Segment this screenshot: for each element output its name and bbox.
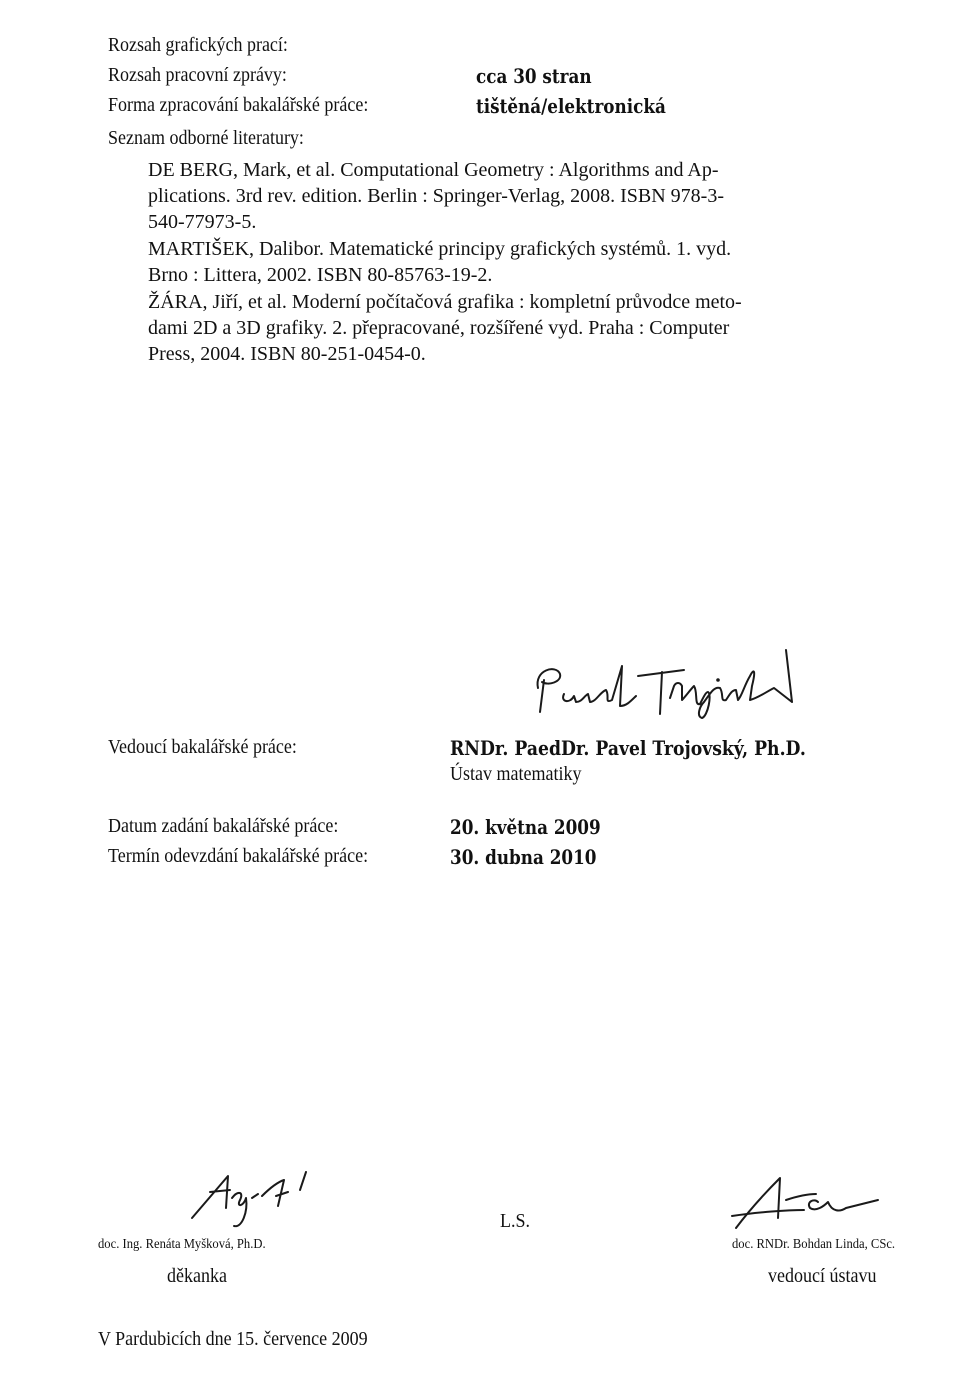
supervisor-name: RNDr. PaedDr. Pavel Trojovský, Ph.D. bbox=[450, 736, 806, 760]
literature-label: Seznam odborné literatury: bbox=[108, 127, 304, 149]
reference-zara bbox=[148, 289, 928, 367]
reference-line: MARTIŠEK, Dalibor. Matematické principy grafických systémů. 1. vyd. bbox=[148, 238, 732, 260]
reference-line: Press, 2004. ISBN 80-251-0454-0. bbox=[148, 343, 426, 365]
head-role: vedoucí ústavu bbox=[768, 1265, 877, 1287]
form-value: tištěná/elektronická bbox=[476, 94, 666, 118]
graphic-scope-label: Rozsah grafických prací: bbox=[108, 34, 288, 56]
reference-line: plications. 3rd rev. edition. Berlin : Springer-Verlag, 2008. ISBN 978-3- bbox=[148, 185, 724, 207]
reference-line: 540-77973-5. bbox=[148, 211, 257, 233]
assigned-date-value: 20. května 2009 bbox=[450, 815, 601, 839]
dean-name: doc. Ing. Renáta Myšková, Ph.D. bbox=[98, 1237, 266, 1252]
dean-role: děkanka bbox=[167, 1265, 227, 1287]
report-scope-label: Rozsah pracovní zprávy: bbox=[108, 64, 287, 86]
place-and-date: V Pardubicích dne 15. července 2009 bbox=[98, 1328, 368, 1350]
deadline-value: 30. dubna 2010 bbox=[450, 845, 597, 869]
reference-line: Brno : Littera, 2002. ISBN 80-85763-19-2. bbox=[148, 264, 493, 286]
reference-line: dami 2D a 3D grafiky. 2. přepracované, rozšířené vyd. Praha : Computer bbox=[148, 317, 730, 339]
supervisor-label: Vedoucí bakalářské práce: bbox=[108, 736, 297, 758]
supervisor-signature-image bbox=[530, 636, 800, 726]
report-scope-value: cca 30 stran bbox=[476, 64, 592, 88]
reference-line: ŽÁRA, Jiří, et al. Moderní počítačová grafika : kompletní průvodce meto- bbox=[148, 291, 742, 313]
deadline-label: Termín odevzdání bakalářské práce: bbox=[108, 845, 369, 867]
head-signature-image bbox=[728, 1172, 888, 1232]
reference-martisek bbox=[148, 236, 928, 288]
dean-signature-image bbox=[188, 1168, 318, 1230]
official-stamp-placeholder: L.S. bbox=[500, 1210, 531, 1232]
head-name: doc. RNDr. Bohdan Linda, CSc. bbox=[732, 1237, 896, 1252]
supervisor-department: Ústav matematiky bbox=[450, 763, 582, 785]
form-label: Forma zpracování bakalářské práce: bbox=[108, 94, 369, 116]
reference-line: DE BERG, Mark, et al. Computational Geometry : Algorithms and Ap- bbox=[148, 159, 719, 181]
reference-de-berg bbox=[148, 157, 928, 235]
assigned-date-label: Datum zadání bakalářské práce: bbox=[108, 815, 339, 837]
